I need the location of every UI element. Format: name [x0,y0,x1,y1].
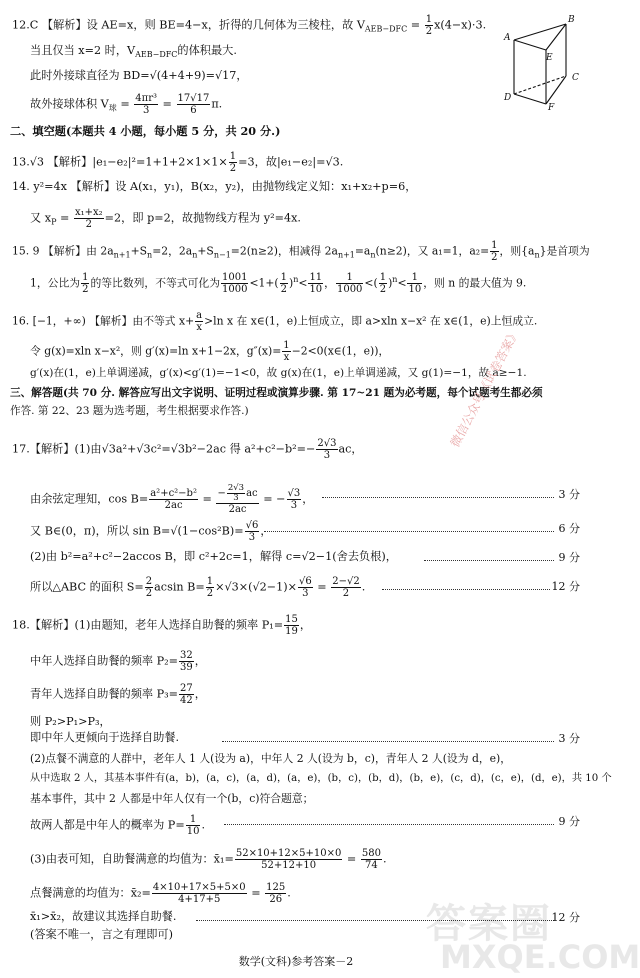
q18-line12: x̄₁>x̄₂，故建议其选择自助餐. [30,910,177,923]
score: 9 分 [558,551,580,564]
q16-line1: 16. [−1，+∞) 【解析】由不等式 x+ $\frac{a}{x}$ >ln x 在 x∈(1，e)上恒成立，即 a>xln x−x² 在 x∈(1，e)上恒成立. [12,310,538,333]
label-D: D [504,93,512,103]
score: 12 分 [551,580,580,593]
section-3-title: 三、解答题(共 70 分. 解答应写出文字说明、证明过程或演算步骤. 第 17~21 题为必考题，每个试题考生都必须 [10,387,543,399]
q14-line1: 14. y²=4x 【解析】设 A(x₁，y₁)，B(x₂，y₂)，由抛物线定义知：x₁+x₂+p=6， [12,180,417,193]
q18-line10: (3)由表可知，自助餐满意的均值为：x̄₁= $\frac{52\times 10+12\times 5+10\times 0}{52+12+10}$ = $\frac{580}{74}$ . [30,848,387,871]
label-F: F [548,103,555,113]
q14-line2: 又 $x_P$ = $\frac{\text{x₁+x₂}}{2}$ =2，即 p=2，故抛物线方程为 y²=4x. [30,207,301,230]
page-footer: 数学(文科)参考答案－2 [238,955,354,968]
q15-line2: 1，公比为 $\frac{1}{2}$ 的等比数列，不等式可化为 $\frac{1001}{1000}$ <1+( $\frac{1}{2}$ )$^n$< $\frac{11}{10}$ ， $\frac{1}{1000}$ <( $\frac{1}{2}$ )$^n$< $\frac{1}{10}$ ，则 n 的最大值为 9. [30,272,527,295]
q12-line2: 当且仅当 x=2 时，$V_{AEB-DFC}$的体积最大. [30,44,237,60]
logo-watermark: 答案圈 [426,901,552,947]
q17-line3: 又 B∈(0，π)，所以 sin B=√(1−cos²B)= $\frac{√6}{3}$ ， [30,520,272,543]
q17-line5: 所以△ABC 的面积 S= $\frac{2}{2}$ acsin B= $\frac{1}{2}$ ×√3×(√2−1)× $\frac{√6}{3}$ = $\frac{2-√2}{2}$ . [30,576,366,599]
watermark-text: 微信公众号《试卷答案》 [447,326,523,450]
q13-line: 13.√3 【解析】|e₁−e₂|²=1+1+2×1×1× $\frac{1}{2}$ =3，故|e₁−e₂|=√3. [12,151,344,174]
dots [222,741,554,742]
score: 12 分 [551,911,580,924]
q18-line9: 故两人都是中年人的概率为 P= $\frac{1}{10}$ . [30,814,206,837]
q18-line2: 中年人选择自助餐的频率 P₂= $\frac{32}{39}$ ， [30,650,206,673]
dots [264,531,554,532]
q17-line1: 17.【解析】(1)由√3a²+√3c²=√3b²−2ac 得 a²+c²−b²=− $\frac{2√3}{3}$ ac， [12,438,363,461]
q18-line11: 点餐满意的均值为：x̄₂= $\frac{4\times 10+17\times 5+5\times 0}{4+17+5}$ = $\frac{125}{26}$ . [30,882,291,905]
label-A: A [504,33,511,43]
section-3-note: 作答. 第 22、23 题为选考题，考生根据要求作答.) [10,405,249,417]
q15-line1: 15. 9 【解析】由 $2a_{n+1}+S_n=2$，$2a_n+S_{n-1}=2(n\ge 2)$，相减得 $2a_{n+1}=a_n(n\ge 2)$，又 a₁=1，a₂= $\frac{1}{2}$ ，则$\{a_n\}$是首项为 [12,240,590,263]
q18-line6: (2)点餐不满意的人群中，老年人 1 人(设为 a)，中年人 2 人(设为 b，c)，青年人 2 人(设为 d，e)， [30,752,512,765]
q18-line5: 即中年人更倾向于选择自助餐. [30,731,179,744]
section-2-title: 二、填空题(本题共 4 小题，每小题 5 分，共 20 分.) [10,124,281,138]
prism-figure [496,10,588,113]
label-E: E [546,53,553,63]
q16-line3: g′(x)在(1，e)上单调递减，g′(x)<g′(1)=−1<0，故 g(x)在(1，e)上单调递减，又 g(1)=−1，故 a≥−1. [30,367,527,379]
q12-line3: 此时外接球直径为 BD=√(4+4+9)=√17， [30,69,248,82]
q18-note: (答案不唯一，言之有理即可) [30,928,173,941]
q12-line4: 故外接球体积 $V_球$ = $\frac{\text{4πr³}}{3}$ = $\frac{17√17}{6}$ π. [30,93,223,116]
q18-line3: 青年人选择自助餐的频率 P₃= $\frac{27}{42}$ ， [30,683,206,706]
label-B: B [568,15,575,25]
q18-line7: 从中选取 2 人，其基本事件有(a，b)，(a，c)，(a，d)，(a，e)，(b，c)，(b，d)，(b，e)，(c，d)，(c，e)，(d，e)，共 10 个 [30,773,612,784]
q16-line2: 令 g(x)=xln x−x²，则 g′(x)=ln x+1−2x，g″(x)= $\frac{1}{x}$ −2<0(x∈(1，e))， [30,340,390,363]
score: 3 分 [558,732,580,745]
q18-line8: 基本事件，其中 2 人都是中年人仅有一个(b，c)符合题意； [30,792,314,805]
label-C: C [572,73,579,83]
q18-line1: 18.【解析】(1)由题知，老年人选择自助餐的频率 P₁= $\frac{15}{19}$ ， [12,614,312,637]
score: 9 分 [558,815,580,828]
dots [196,920,554,921]
score: 6 分 [558,522,580,535]
score: 3 分 [558,488,580,501]
q17-line4: (2)由 b²=a²+c²−2accos B，即 c²+2c=1，解得 c=√2−1(舍去负根)， [30,550,397,563]
logo-watermark-url: MXQE.COM [440,938,640,976]
q18-line4: 则 P₂>P₁>P₃， [30,715,111,728]
dots [224,824,554,825]
q17-line2: 由余弦定理知，cos B= $\frac{\text{a²+c²−b²}}{2ac}$ = − $\frac{2√3}{3}$ ac 2ac = − $\frac{√3}{3}$ ， [30,483,314,515]
q12-line1: 12.C 【解析】设 AE=x，则 BE=4−x，折得的几何体为三棱柱，故 $V_{AEB-DFC}$ = $\frac{1}{2}$ x(4−x)·3. [12,14,487,37]
fraction: $\frac{1}{2}$ [425,14,433,37]
